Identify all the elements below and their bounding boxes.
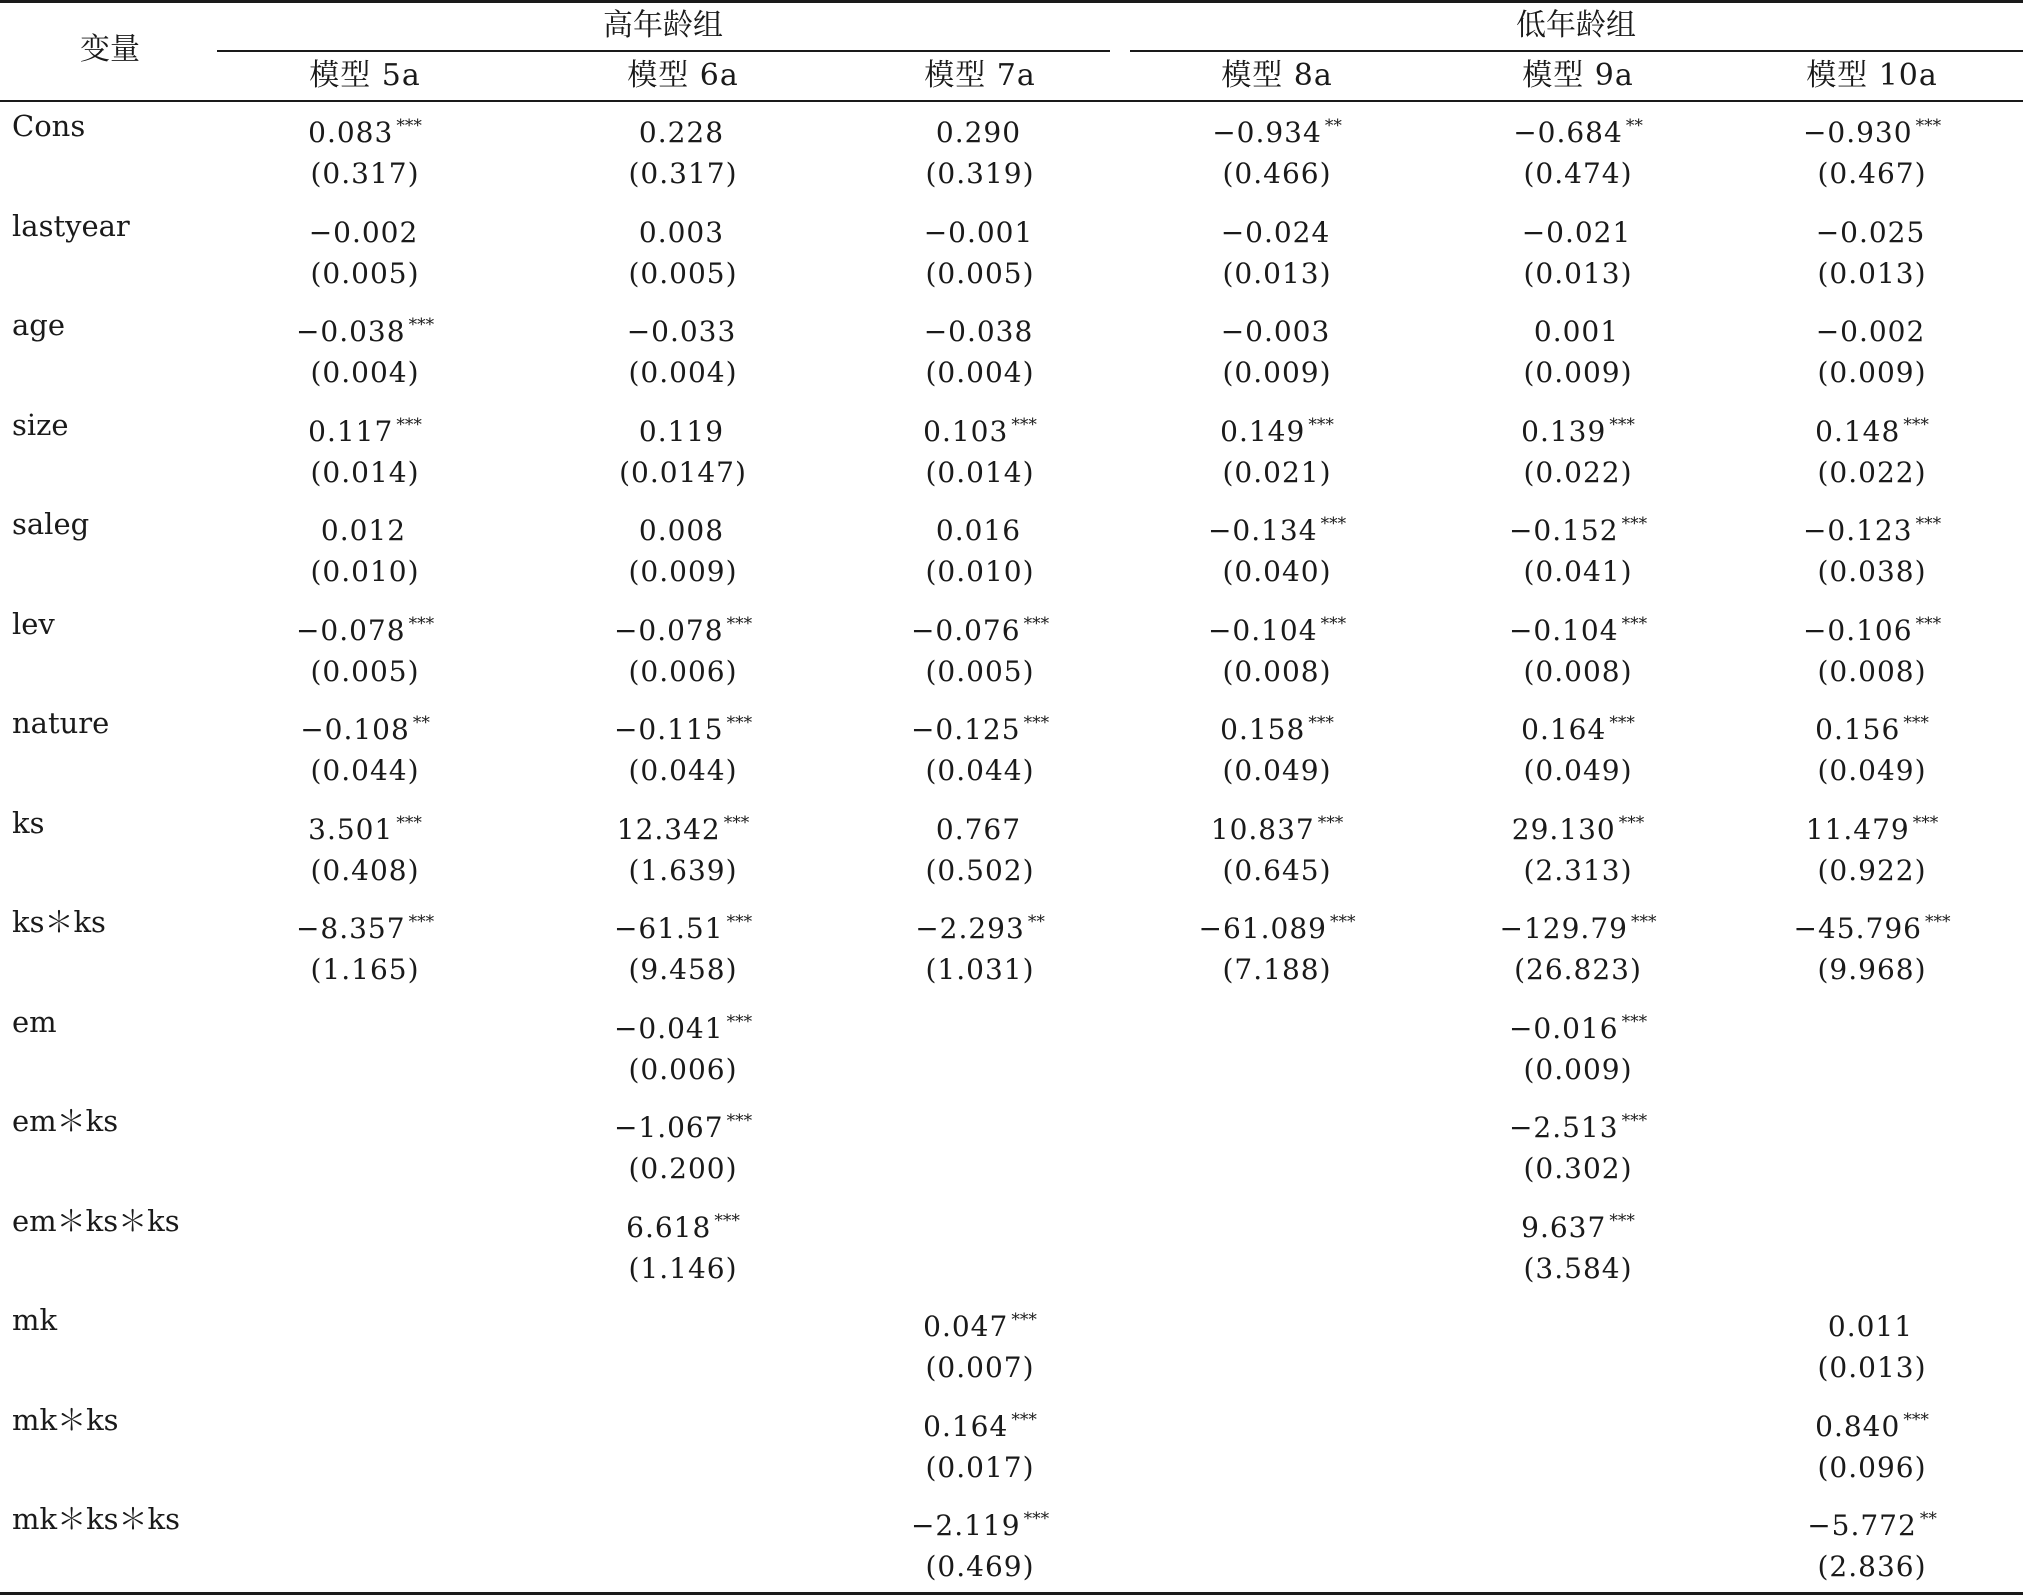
variable-name: saleg: [12, 507, 90, 541]
coefficient-cell: [1137, 206, 1417, 253]
standard-error-cell: (0.006): [628, 1052, 738, 1086]
coefficient-cell: [543, 405, 823, 452]
coefficient-value: 0.008: [638, 514, 725, 547]
coefficient-cell: [225, 305, 505, 352]
variable-name: nature: [12, 706, 110, 740]
standard-error-cell: (0.014): [925, 455, 1035, 489]
coefficient-value: −0.930: [1802, 116, 1913, 149]
standard-error-cell: (0.044): [628, 754, 738, 787]
standard-error-cell: (0.922): [1817, 853, 1927, 887]
significance-stars: ***: [1317, 812, 1344, 833]
standard-error-cell: (0.474): [1523, 157, 1633, 190]
coefficient-cell: [1137, 604, 1417, 651]
coefficient-cell: [543, 305, 823, 352]
coefficient-value: −0.934: [1212, 116, 1322, 149]
coefficient-value: −0.001: [923, 215, 1034, 249]
coefficient-cell: [543, 604, 823, 651]
coefficient-value: 0.016: [935, 514, 1022, 547]
significance-stars: ***: [1011, 1409, 1037, 1430]
standard-error-cell: (0.044): [925, 754, 1035, 787]
coefficient-cell: [1732, 703, 2012, 750]
variable-name: Cons: [12, 109, 86, 143]
coefficient-value: 9.637: [1521, 1210, 1607, 1244]
standard-error-cell: (0.317): [310, 157, 420, 190]
significance-stars: **: [1919, 1509, 1937, 1529]
significance-stars: ***: [723, 812, 750, 833]
significance-stars: ***: [1630, 912, 1657, 932]
significance-stars: ***: [396, 414, 422, 435]
coefficient-cell: [225, 902, 505, 949]
coefficient-cell: [543, 1201, 823, 1248]
standard-error-cell: (0.005): [310, 256, 420, 290]
standard-error-cell: (1.031): [925, 953, 1035, 986]
significance-stars: ***: [1609, 1210, 1635, 1231]
coefficient-value: 0.119: [638, 414, 725, 448]
significance-stars: ***: [1618, 812, 1645, 833]
standard-error-cell: (0.008): [1817, 654, 1927, 688]
coefficient-cell: [840, 902, 1120, 949]
coefficient-value: −0.002: [308, 215, 419, 249]
coefficient-value: 0.290: [935, 116, 1022, 149]
coefficient-cell: [543, 1101, 823, 1148]
coefficient-cell: [543, 206, 823, 253]
significance-stars: ***: [1023, 1509, 1050, 1529]
coefficient-value: 0.139: [1521, 414, 1607, 448]
standard-error-cell: (0.005): [310, 654, 420, 688]
coefficient-value: 0.158: [1220, 713, 1306, 746]
significance-stars: ***: [726, 613, 753, 634]
standard-error-cell: (0.009): [1523, 356, 1633, 389]
variable-name: age: [12, 308, 66, 342]
significance-stars: ***: [726, 912, 753, 932]
significance-stars: ***: [1320, 514, 1347, 534]
coefficient-value: −5.772: [1807, 1509, 1917, 1542]
standard-error-cell: (0.013): [1523, 256, 1633, 290]
standard-error-cell: (0.502): [925, 853, 1035, 887]
significance-stars: ***: [1023, 613, 1050, 634]
standard-error-cell: (2.836): [1817, 1550, 1927, 1583]
model-header: 模型 6a: [627, 58, 739, 93]
standard-error-cell: (3.584): [1523, 1251, 1633, 1285]
coefficient-cell: [840, 703, 1120, 750]
standard-error-cell: (0.009): [1222, 356, 1332, 389]
coefficient-value: 0.148: [1815, 414, 1901, 448]
significance-stars: ***: [1308, 414, 1334, 435]
coefficient-value: −45.796: [1793, 912, 1922, 945]
coefficient-value: −2.293: [915, 912, 1025, 945]
group-high-header: 高年龄组: [603, 8, 723, 43]
variable-name: lev: [12, 606, 55, 641]
significance-stars: ***: [1903, 1409, 1929, 1430]
significance-stars: ***: [408, 315, 435, 335]
coefficient-value: 0.011: [1827, 1310, 1914, 1343]
coefficient-cell: [225, 703, 505, 750]
coefficient-value: 0.164: [923, 1409, 1009, 1443]
coefficient-cell: [543, 1002, 823, 1049]
standard-error-cell: (0.008): [1523, 654, 1633, 688]
coefficient-cell: [1732, 1400, 2012, 1447]
coefficient-value: 0.117: [308, 414, 394, 448]
coefficient-cell: [543, 703, 823, 750]
standard-error-cell: (0.010): [925, 555, 1035, 588]
standard-error-cell: (0.005): [925, 654, 1035, 688]
coefficient-cell: [840, 206, 1120, 253]
coefficient-cell: [1438, 803, 1718, 850]
significance-stars: **: [1027, 912, 1045, 932]
significance-stars: **: [412, 713, 430, 733]
coefficient-value: −0.152: [1508, 514, 1619, 547]
standard-error-cell: (0.096): [1817, 1450, 1927, 1484]
coefficient-cell: [1732, 405, 2012, 452]
coefficient-cell: [1137, 902, 1417, 949]
standard-error-cell: (0.014): [310, 455, 420, 489]
standard-error-cell: (0.007): [925, 1351, 1035, 1384]
coefficient-cell: [1438, 1201, 1718, 1248]
variable-name: ks＊ks: [12, 905, 106, 939]
coefficient-value: −0.078: [613, 613, 724, 647]
standard-error-cell: (0.302): [1523, 1152, 1633, 1185]
significance-stars: ***: [1915, 116, 1942, 136]
coefficient-cell: [1137, 106, 1417, 153]
significance-stars: ***: [1924, 912, 1951, 932]
standard-error-cell: (0.049): [1817, 754, 1927, 787]
variable-name: em＊ks＊ks: [12, 1203, 180, 1238]
coefficient-cell: [1732, 106, 2012, 153]
standard-error-cell: (0.041): [1523, 555, 1633, 588]
significance-stars: **: [1625, 116, 1643, 136]
coefficient-value: −0.115: [613, 713, 724, 746]
standard-error-cell: (0.049): [1523, 754, 1633, 787]
coefficient-value: −0.104: [1508, 613, 1619, 647]
coefficient-cell: [225, 604, 505, 651]
coefficient-cell: [1438, 106, 1718, 153]
coefficient-cell: [1732, 1300, 2012, 1347]
coefficient-cell: [840, 405, 1120, 452]
standard-error-cell: (0.004): [310, 356, 420, 389]
standard-error-cell: (0.466): [1222, 157, 1332, 190]
group-low-header: 低年龄组: [1516, 8, 1636, 43]
significance-stars: ***: [1903, 414, 1929, 435]
coefficient-cell: [225, 206, 505, 253]
standard-error-cell: (0.0147): [619, 455, 747, 489]
header-rule: [0, 100, 2023, 102]
coefficient-cell: [1732, 604, 2012, 651]
standard-error-cell: (0.645): [1222, 853, 1332, 887]
coefficient-value: −0.106: [1802, 613, 1913, 647]
standard-error-cell: (0.044): [310, 754, 420, 787]
coefficient-value: −0.038: [295, 315, 406, 348]
standard-error-cell: (0.319): [925, 157, 1035, 190]
coefficient-cell: [1732, 902, 2012, 949]
standard-error-cell: (0.004): [628, 356, 738, 389]
variable-name: mk＊ks＊ks: [12, 1502, 180, 1536]
coefficient-value: 0.012: [320, 514, 407, 547]
coefficient-value: −0.025: [1815, 215, 1926, 249]
model-header: 模型 7a: [924, 58, 1036, 93]
standard-error-cell: (9.458): [628, 953, 738, 986]
coefficient-cell: [225, 803, 505, 850]
coefficient-value: −0.125: [910, 713, 1021, 746]
standard-error-cell: (0.049): [1222, 754, 1332, 787]
standard-error-cell: (0.013): [1817, 1351, 1927, 1384]
standard-error-cell: (0.009): [1523, 1052, 1633, 1086]
coefficient-value: −0.104: [1207, 613, 1318, 647]
significance-stars: ***: [1011, 1310, 1037, 1330]
standard-error-cell: (0.009): [628, 555, 738, 588]
group-low-underline: [1130, 50, 2023, 52]
coefficient-value: −2.119: [910, 1509, 1021, 1542]
coefficient-value: 0.103: [923, 414, 1009, 448]
coefficient-cell: [1732, 803, 2012, 850]
significance-stars: ***: [1621, 514, 1648, 534]
standard-error-cell: (1.146): [628, 1251, 738, 1285]
standard-error-cell: (0.013): [1817, 256, 1927, 290]
coefficient-cell: [1438, 206, 1718, 253]
standard-error-cell: (0.021): [1222, 455, 1332, 489]
standard-error-cell: (0.408): [310, 853, 420, 887]
coefficient-value: −0.003: [1220, 315, 1331, 348]
coefficient-cell: [1732, 305, 2012, 352]
coefficient-value: 0.001: [1533, 315, 1620, 348]
coefficient-cell: [840, 106, 1120, 153]
standard-error-cell: (0.040): [1222, 555, 1332, 588]
coefficient-value: 6.618: [626, 1210, 712, 1244]
coefficient-value: −0.038: [923, 315, 1034, 348]
coefficient-value: 0.047: [923, 1310, 1009, 1343]
coefficient-cell: [1732, 1499, 2012, 1546]
coefficient-cell: [1732, 206, 2012, 253]
coefficient-cell: [1438, 703, 1718, 750]
significance-stars: ***: [726, 1111, 753, 1131]
coefficient-cell: [1137, 504, 1417, 551]
variable-name: em＊ks: [12, 1104, 119, 1138]
coefficient-cell: [1438, 504, 1718, 551]
coefficient-value: 0.083: [308, 116, 394, 149]
significance-stars: ***: [1621, 613, 1648, 634]
significance-stars: ***: [1023, 713, 1050, 733]
coefficient-cell: [840, 504, 1120, 551]
coefficient-cell: [225, 405, 505, 452]
standard-error-cell: (0.006): [628, 654, 738, 688]
coefficient-cell: [225, 106, 505, 153]
coefficient-value: −0.123: [1802, 514, 1913, 547]
variable-name: mk＊ks: [12, 1402, 119, 1437]
coefficient-value: 0.149: [1220, 414, 1306, 448]
coefficient-cell: [543, 106, 823, 153]
variable-name: ks: [12, 805, 45, 840]
standard-error-cell: (2.313): [1523, 853, 1633, 887]
coefficient-cell: [225, 504, 505, 551]
coefficient-value: −1.067: [613, 1111, 724, 1144]
standard-error-cell: (0.038): [1817, 555, 1927, 588]
coefficient-value: 10.837: [1210, 812, 1315, 846]
significance-stars: ***: [396, 812, 422, 833]
coefficient-value: 0.164: [1521, 713, 1607, 746]
significance-stars: ***: [1011, 414, 1037, 435]
coefficient-cell: [1137, 703, 1417, 750]
coefficient-cell: [1438, 604, 1718, 651]
model-header: 模型 9a: [1522, 58, 1634, 93]
standard-error-cell: (26.823): [1514, 953, 1642, 986]
model-header: 模型 8a: [1221, 58, 1333, 93]
significance-stars: ***: [408, 912, 435, 932]
significance-stars: ***: [396, 116, 422, 136]
significance-stars: ***: [1329, 912, 1356, 932]
standard-error-cell: (0.022): [1817, 455, 1927, 489]
standard-error-cell: (1.165): [310, 953, 420, 986]
model-header: 模型 10a: [1806, 58, 1938, 93]
coefficient-cell: [1438, 305, 1718, 352]
significance-stars: ***: [1308, 713, 1334, 733]
coefficient-value: 29.130: [1511, 812, 1616, 846]
standard-error-cell: (9.968): [1817, 953, 1927, 986]
standard-error-cell: (0.467): [1817, 157, 1927, 190]
significance-stars: ***: [1609, 414, 1635, 435]
coefficient-value: 11.479: [1805, 812, 1910, 846]
coefficient-cell: [1137, 305, 1417, 352]
group-high-underline: [217, 50, 1110, 52]
coefficient-value: −0.684: [1513, 116, 1623, 149]
coefficient-value: −0.041: [613, 1011, 724, 1045]
coefficient-cell: [543, 504, 823, 551]
standard-error-cell: (0.005): [925, 256, 1035, 290]
coefficient-cell: [1438, 1101, 1718, 1148]
coefficient-value: −0.002: [1815, 315, 1926, 348]
coefficient-value: 0.228: [638, 116, 725, 149]
coefficient-cell: [840, 305, 1120, 352]
coefficient-value: −0.078: [295, 613, 406, 647]
significance-stars: ***: [1621, 1111, 1648, 1131]
standard-error-cell: (0.317): [628, 157, 738, 190]
significance-stars: ***: [726, 1011, 753, 1032]
standard-error-cell: (1.639): [628, 853, 738, 887]
coefficient-cell: [1438, 1002, 1718, 1049]
standard-error-cell: (0.008): [1222, 654, 1332, 688]
significance-stars: ***: [408, 613, 435, 634]
significance-stars: ***: [726, 713, 753, 733]
coefficient-value: −0.016: [1508, 1011, 1619, 1045]
significance-stars: ***: [1621, 1011, 1648, 1032]
coefficient-value: −0.108: [300, 713, 410, 746]
significance-stars: ***: [1912, 812, 1939, 833]
coefficient-value: −2.513: [1508, 1111, 1619, 1144]
significance-stars: ***: [1915, 613, 1942, 634]
coefficient-value: −61.51: [613, 912, 724, 945]
standard-error-cell: (7.188): [1222, 953, 1332, 986]
coefficient-value: 0.840: [1815, 1409, 1901, 1443]
coefficient-value: −0.021: [1521, 215, 1632, 249]
significance-stars: ***: [1320, 613, 1347, 634]
significance-stars: ***: [714, 1210, 740, 1231]
coefficient-cell: [1137, 803, 1417, 850]
coefficient-value: −0.076: [910, 613, 1021, 647]
coefficient-cell: [840, 1300, 1120, 1347]
variable-name: size: [12, 407, 69, 442]
coefficient-value: −0.024: [1220, 215, 1331, 249]
significance-stars: ***: [1915, 514, 1942, 534]
coefficient-cell: [1438, 405, 1718, 452]
model-header: 模型 5a: [309, 58, 421, 93]
standard-error-cell: (0.200): [628, 1152, 738, 1185]
standard-error-cell: (0.469): [925, 1550, 1035, 1583]
coefficient-value: 0.156: [1815, 713, 1901, 746]
standard-error-cell: (0.010): [310, 555, 420, 588]
coefficient-value: 3.501: [308, 812, 394, 846]
coefficient-cell: [840, 1499, 1120, 1546]
variable-name: em: [12, 1004, 57, 1039]
coefficient-cell: [840, 604, 1120, 651]
standard-error-cell: (0.005): [628, 256, 738, 290]
coefficient-cell: [1438, 902, 1718, 949]
standard-error-cell: (0.017): [925, 1450, 1035, 1484]
coefficient-cell: [840, 1400, 1120, 1447]
variable-name: mk: [12, 1303, 58, 1337]
standard-error-cell: (0.004): [925, 356, 1035, 389]
top-rule: [0, 0, 2023, 3]
variable-name: lastyear: [12, 208, 130, 243]
coefficient-value: 12.342: [616, 812, 721, 846]
coefficient-value: −61.089: [1198, 912, 1327, 945]
coefficient-value: 0.003: [638, 215, 725, 249]
coefficient-value: −129.79: [1499, 912, 1628, 945]
coefficient-cell: [1137, 405, 1417, 452]
coefficient-cell: [840, 803, 1120, 850]
significance-stars: ***: [1609, 713, 1635, 733]
significance-stars: ***: [1903, 713, 1929, 733]
variable-header: 变量: [80, 32, 140, 67]
coefficient-cell: [543, 803, 823, 850]
coefficient-cell: [543, 902, 823, 949]
standard-error-cell: (0.009): [1817, 356, 1927, 389]
significance-stars: **: [1324, 116, 1342, 136]
standard-error-cell: (0.022): [1523, 455, 1633, 489]
coefficient-value: −0.033: [626, 315, 737, 348]
coefficient-cell: [1732, 504, 2012, 551]
standard-error-cell: (0.013): [1222, 256, 1332, 290]
coefficient-value: 0.767: [935, 812, 1022, 846]
coefficient-value: −8.357: [295, 912, 406, 945]
coefficient-value: −0.134: [1207, 514, 1318, 547]
